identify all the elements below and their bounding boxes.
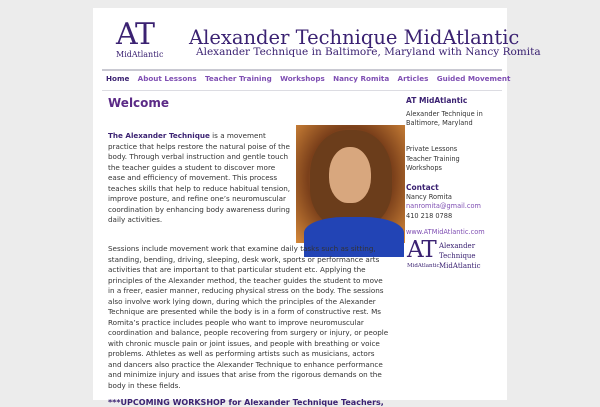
sidebar-logo-subtext: MidAtlantic (407, 263, 440, 269)
contact-email-link[interactable]: nanromita@gmail.com (406, 202, 481, 210)
contact-name: Nancy Romita (406, 192, 452, 201)
site-header (93, 8, 541, 66)
upcoming-workshop-heading: ***UPCOMING WORKSHOP for Alexander Technique Teachers, (108, 398, 384, 407)
portrait-photo (296, 125, 405, 243)
nav-top-divider (102, 69, 502, 71)
intro-paragraph (108, 131, 291, 226)
logo-subtext: MidAtlantic (116, 50, 164, 59)
nav-teacher-training[interactable]: Teacher Training (204, 74, 272, 83)
contact-heading: Contact (406, 183, 439, 192)
logo-mark: AT (116, 17, 155, 52)
contact-phone: 410 218 0788 (406, 211, 453, 220)
sidebar-logo (406, 239, 496, 273)
nav-bottom-divider (102, 90, 502, 91)
website-link[interactable]: www.ATMidAtlantic.com (406, 228, 485, 236)
page-container (93, 8, 541, 407)
sidebar-logo-text: Technique (439, 252, 476, 260)
site-title[interactable]: Alexander Technique MidAtlantic (189, 26, 520, 49)
intro-text: is a movement practice that helps restore the natural poise of the body. Through verbal instruction and gentle touch the teacher guides a student to discover more ease and efficiency of movement. This process teaches skills that help to reduce habitual tension, improve posture, and refine one’s neuromuscular coordination by enhancing body awareness during daily activities. (108, 131, 291, 224)
page-title: Welcome (108, 96, 170, 110)
nav-about-lessons[interactable]: About Lessons (137, 74, 197, 83)
sidebar-location-1: Alexander Technique in (406, 109, 483, 118)
nav-articles[interactable]: Articles (397, 74, 429, 83)
nav-nancy-romita[interactable]: Nancy Romita (333, 74, 390, 83)
main-nav (106, 74, 519, 88)
sidebar-heading: AT MidAtlantic (406, 96, 468, 105)
nav-workshops[interactable]: Workshops (280, 74, 325, 83)
sidebar-service: Private Lessons (406, 145, 458, 153)
sidebar-location-2: Baltimore, Maryland (406, 119, 473, 127)
sidebar-service: Teacher Training (406, 154, 460, 163)
nav-guided-movement[interactable]: Guided Movement (436, 74, 511, 83)
sidebar-logo-text: Alexander (439, 242, 476, 250)
site-logo[interactable] (112, 17, 164, 64)
site-subtitle: Alexander Technique in Baltimore, Maryland with Nancy Romita (196, 46, 541, 58)
sidebar-service: Workshops (406, 164, 442, 172)
nav-home[interactable]: Home (106, 74, 130, 83)
intro-bold: The Alexander Technique (108, 131, 210, 140)
sidebar-logo-mark: AT (407, 237, 436, 263)
sidebar-logo-text: MidAtlantic (439, 262, 481, 270)
sessions-paragraph: Sessions include movement work that examine daily tasks such as sitting, standing, bending, driving, sleeping, desk work, sports or performance arts activities that are important to that particular student etc. Applying the principles of the Alexander method, the teacher guides the student to move in a freer, easier manner, reducing physical stress on the body. The sessions also involve work lying down, during which the principles of the Alexander Technique are presented while the body is in a form of constructive rest. Ms Romita’s practice includes people who want to improve neuromuscular coordination and balance, people recovering from surgery or injury, or people with chronic muscle pain or joint issues, and people with breathing or voice problems. Athletes as well as performing artists such as musicians, actors and dancers also practice the Alexander Technique to enhance performance and minimize injury and issues that arise from the rigorous demands on the body in these fields. (108, 244, 389, 390)
